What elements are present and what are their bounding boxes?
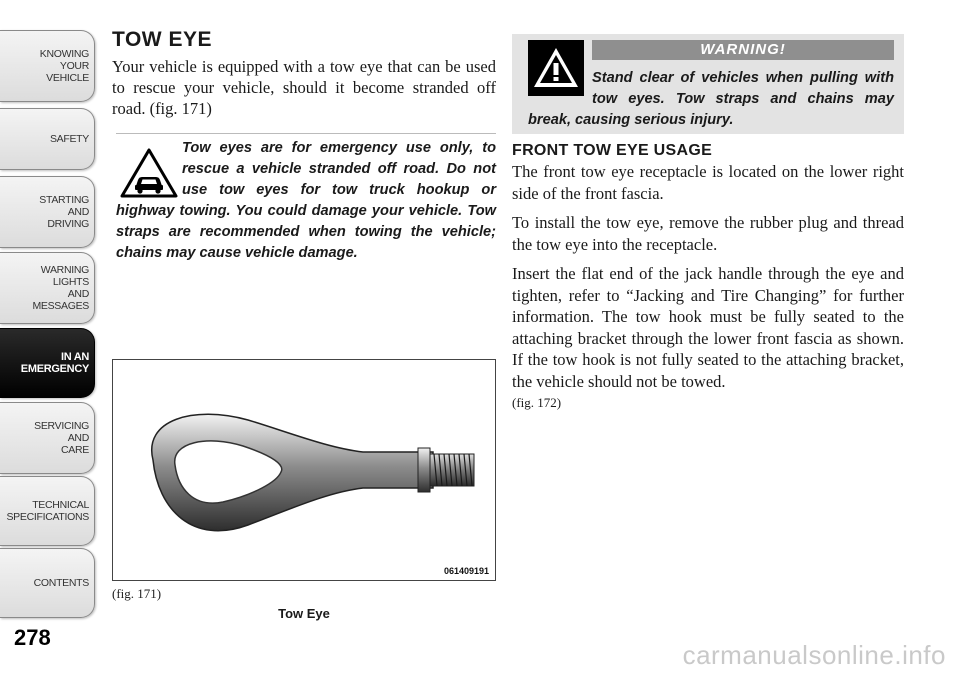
tab-safety[interactable] (0, 108, 95, 170)
tow-eye-section (112, 28, 496, 264)
tab-starting-and-driving[interactable] (0, 176, 95, 248)
section-title: TOW EYE (112, 28, 212, 51)
tow-eye-figure (112, 359, 496, 581)
caution-notice (116, 133, 496, 264)
tab-warning-lights-and-messages[interactable] (0, 252, 95, 324)
watermark: carmanualsonline.info (682, 640, 946, 670)
tow-eye-intro: Your vehicle is equipped with a tow eye that can be used to rescue your vehicle, should it become stranded off road. (fig. 171) (112, 57, 496, 118)
warning-header: WARNING! (592, 40, 894, 60)
paragraph: The front tow eye receptacle is located on the lower right side of the front fascia. (512, 162, 904, 203)
front-tow-eye-title: FRONT TOW EYE USAGE (512, 142, 713, 159)
tab-contents[interactable] (0, 548, 95, 618)
paragraph: Insert the flat end of the jack handle through the eye and tighten, refer to “Jacking and Tire Changing” for further information. The tow hook must be fully seated to the attaching bracket through the lower front fascia as shown. If the tow hook is not fully seated to the attaching bracket, the vehicle should not be towed. (512, 264, 904, 391)
tab-label: CONTENTS (33, 577, 89, 589)
warning-box (512, 34, 904, 134)
tab-label: STARTING AND DRIVING (39, 194, 89, 230)
right-column (512, 34, 904, 422)
tab-label: TECHNICAL SPECIFICATIONS (6, 499, 89, 523)
tab-label: SAFETY (49, 133, 89, 145)
figure-caption: Tow Eye (278, 606, 330, 621)
figure-code: 061409191 (443, 566, 489, 576)
tab-label: SERVICING AND CARE (34, 420, 89, 456)
tab-technical-specifications[interactable] (0, 476, 95, 546)
tab-label: IN AN EMERGENCY (20, 351, 89, 375)
figure-reference: (fig. 172) (512, 395, 562, 410)
paragraph: To install the tow eye, remove the rubber plug and thread the tow eye into the receptacle. (512, 213, 904, 254)
page-number: 278 (14, 625, 51, 650)
warning-triangle-icon (528, 40, 584, 96)
caution-text: Tow eyes are for emergency use only, to rescue a vehicle stranded off road. Do not use tow eyes for tow truck hookup or highway towing. You could damage your vehicle. Tow straps are recommended when towing the vehicle; chains may cause vehicle damage. (116, 140, 496, 261)
tow-eye-illustration (113, 360, 495, 580)
tab-knowing-your-vehicle[interactable] (0, 30, 95, 102)
tab-label: KNOWING YOUR VEHICLE (39, 48, 89, 84)
vehicle-caution-icon (120, 148, 178, 198)
tab-label: WARNING LIGHTS AND MESSAGES (32, 264, 89, 312)
figure-reference: (fig. 171) (112, 586, 162, 601)
tab-servicing-and-care[interactable] (0, 402, 95, 474)
warning-text: Stand clear of vehicles when pulling with tow eyes. Tow straps and chains may break, causing serious injury. (528, 70, 894, 128)
tab-in-an-emergency[interactable] (0, 328, 95, 398)
